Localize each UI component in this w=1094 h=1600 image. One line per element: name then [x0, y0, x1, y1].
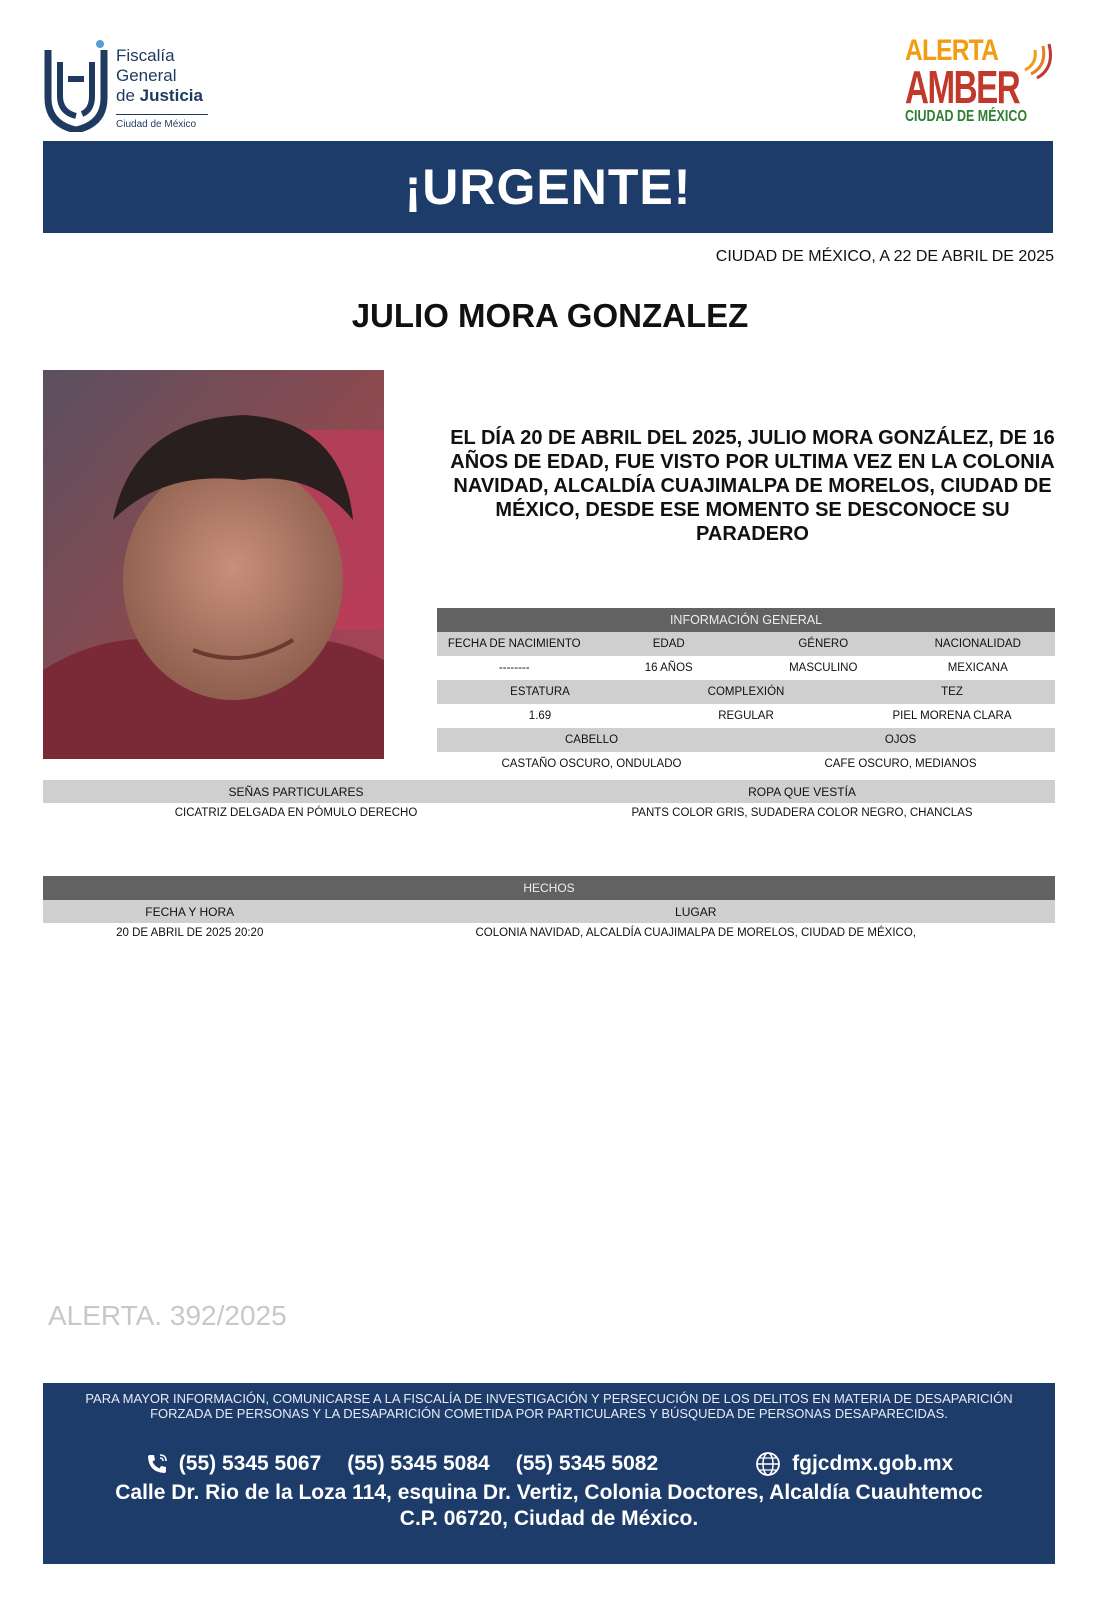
header-place: LUGAR [675, 904, 717, 919]
header-hair: CABELLO [564, 734, 619, 746]
info-title-row [437, 608, 1055, 632]
fgj-emblem-icon [42, 40, 110, 132]
fgj-sub: Ciudad de México [116, 114, 208, 130]
fgj-line-3 [116, 86, 236, 106]
value-nationality: MEXICANA [947, 662, 1008, 674]
info-value-row-2 [437, 704, 1055, 728]
fgj-line-3-bold: Justicia [139, 86, 203, 105]
value-distinguishing-marks: CICATRIZ DELGADA EN PÓMULO DERECHO [174, 807, 418, 819]
senas-block [43, 780, 1055, 823]
fgj-line-3-prefix: de [116, 86, 140, 105]
header-nationality: NACIONALIDAD [934, 638, 1021, 650]
footer-phones [43, 1450, 1055, 1478]
info-header-row-3 [437, 728, 1055, 752]
value-eyes: CAFE OSCURO, MEDIANOS [824, 758, 977, 770]
footer-contact [43, 1383, 1055, 1564]
info-value-row-3 [437, 752, 1055, 776]
info-header-row-2 [437, 680, 1055, 704]
info-table [437, 608, 1055, 776]
header-distinguishing-marks: SEÑAS PARTICULARES [228, 784, 364, 799]
senas-value-row [43, 803, 1055, 823]
value-clothing: PANTS COLOR GRIS, SUDADERA COLOR NEGRO, CHANCLAS [631, 807, 973, 819]
header-eyes: OJOS [884, 734, 917, 746]
phone-1[interactable]: (55) 5345 5067 [178, 1452, 322, 1475]
website-group [754, 1450, 953, 1478]
phone-icon [145, 1452, 169, 1476]
header-height: ESTATURA [510, 686, 570, 698]
header-age: EDAD [652, 638, 685, 650]
phone-2[interactable]: (55) 5345 5084 [347, 1452, 490, 1475]
fgj-logo [42, 38, 222, 134]
value-height: 1.69 [528, 710, 552, 722]
amber-bottom: CIUDAD DE MÉXICO [905, 108, 1028, 125]
phone-group [145, 1452, 321, 1476]
fgj-line-1: Fiscalía [116, 46, 175, 65]
urgent-banner [43, 141, 1053, 233]
hechos-block [43, 876, 1055, 943]
alerta-amber-logo [905, 36, 1055, 136]
header-date-time: FECHA Y HORA [145, 904, 235, 919]
hechos-title: HECHOS [523, 881, 575, 895]
value-date-time: 20 DE ABRIL DE 2025 20:20 [116, 927, 264, 939]
footer-info-text: PARA MAYOR INFORMACIÓN, COMUNICARSE A LA FISCALÍA DE INVESTIGACIÓN Y PERSECUCIÓN DE LOS DELITOS EN MATERIA DE DESAPARICIÓN FORZADA DE PERSONAS Y LA DESAPARICIÓN COMETIDA POR PARTICULARES Y BÚSQUEDA DE PERSONAS DESAPARECIDAS. [85, 1391, 1013, 1421]
person-photo [43, 370, 384, 759]
footer-address-line-2: C.P. 06720, Ciudad de México. [399, 1507, 699, 1530]
header-clothing: ROPA QUE VESTÍA [748, 784, 856, 799]
narrative-text: EL DÍA 20 DE ABRIL DEL 2025, JULIO MORA GONZÁLEZ, DE 16 AÑOS DE EDAD, FUE VISTO POR ULTIMA VEZ EN LA COLONIA NAVIDAD, ALCALDÍA CUAJIMALPA DE MORELOS, CIUDAD DE MÉXICO, DESDE ESE MOMENTO SE DESCONOCE SU PARADERO [450, 427, 1055, 545]
info-title: INFORMACIÓN GENERAL [669, 613, 823, 627]
value-place: COLONIA NAVIDAD, ALCALDÍA CUAJIMALPA DE MORELOS, CIUDAD DE MÉXICO, [475, 927, 916, 939]
header-build: COMPLEXIÓN [707, 686, 785, 698]
urgent-title: ¡URGENTE! [404, 159, 692, 215]
hechos-title-row [43, 876, 1055, 900]
amber-top: ALERTA [905, 34, 999, 67]
person-name: JULIO MORA GONZALEZ [351, 297, 749, 334]
date-line: CIUDAD DE MÉXICO, A 22 DE ABRIL DE 2025 [715, 248, 1054, 265]
value-hair: CASTAÑO OSCURO, ONDULADO [501, 758, 682, 770]
fgj-line-2: General [116, 66, 177, 85]
senas-header-row [43, 780, 1055, 803]
header-gender: GÉNERO [798, 638, 849, 650]
fgj-wordmark [116, 46, 236, 130]
header-birthdate: FECHA DE NACIMIENTO [447, 638, 581, 650]
value-complexion: PIEL MORENA CLARA [892, 710, 1012, 722]
footer-address-line-1: Calle Dr. Rio de la Loza 114, esquina Dr. Vertiz, Colonia Doctores, Alcaldía Cuauhtemoc [115, 1481, 983, 1504]
amber-mid: AMBER [905, 61, 1020, 113]
header-complexion: TEZ [941, 686, 963, 698]
alert-number: ALERTA. 392/2025 [48, 1300, 287, 1331]
value-birthdate: -------- [498, 662, 530, 674]
info-header-row-1 [437, 632, 1055, 656]
signal-waves-icon [1023, 40, 1053, 80]
value-build: REGULAR [718, 710, 774, 722]
value-gender: MASCULINO [789, 662, 858, 674]
website-link[interactable]: fgjcdmx.gob.mx [792, 1452, 954, 1475]
globe-icon [754, 1450, 782, 1478]
hechos-value-row [43, 923, 1055, 943]
phone-3[interactable]: (55) 5345 5082 [515, 1452, 659, 1475]
value-age: 16 AÑOS [644, 662, 693, 674]
photo-image [43, 370, 384, 759]
info-value-row-1 [437, 656, 1055, 680]
hechos-header-row [43, 900, 1055, 923]
